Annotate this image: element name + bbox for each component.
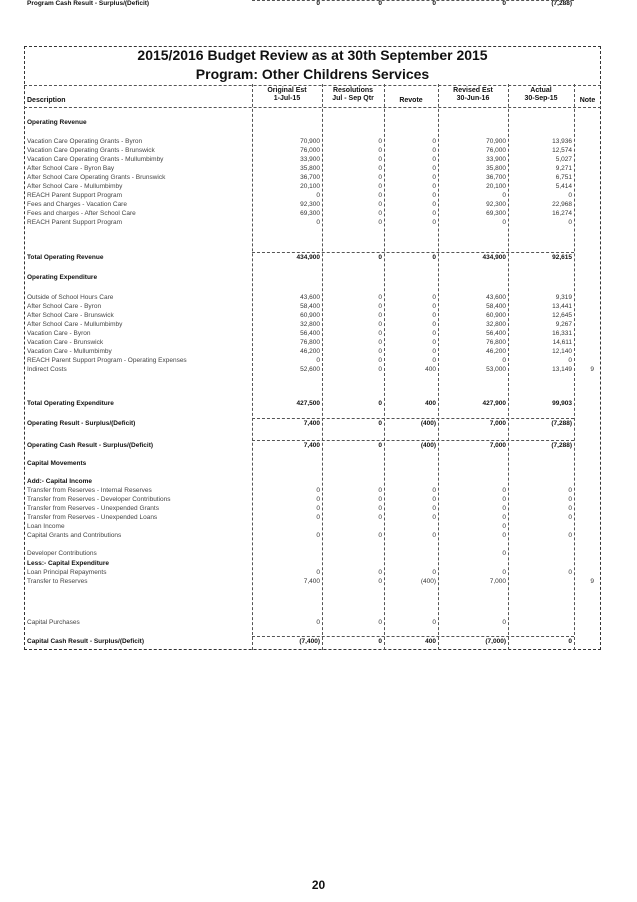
- row-value-rev: 0: [432, 619, 436, 626]
- row-description: Capital Cash Result - Surplus/(Deficit): [27, 638, 145, 645]
- row-value-rev: 0: [432, 496, 436, 503]
- row-value-orig: 92,300: [300, 201, 320, 208]
- row-value-revised: 60,900: [486, 312, 506, 319]
- row-description: Vacation Care Operating Grants - Mullumbimby: [27, 156, 164, 163]
- row-value-revised: 43,600: [486, 294, 506, 301]
- row-value-res: 0: [378, 312, 382, 319]
- row-value-actual: 14,611: [552, 339, 572, 346]
- row-description: Indirect Costs: [27, 366, 67, 373]
- row-value-orig: 76,800: [300, 339, 320, 346]
- row-value-orig: 32,800: [300, 321, 320, 328]
- row-value-rev: 0: [432, 505, 436, 512]
- row-description: After School Care - Mullumbimby: [27, 183, 123, 190]
- row-value-orig: 58,400: [300, 303, 320, 310]
- row-value-rev: 0: [432, 254, 436, 261]
- program-title: Program: Other Childrens Services: [195, 66, 430, 82]
- row-value-res: 0: [378, 532, 382, 539]
- row-value-actual: 0: [568, 487, 572, 494]
- row-description: REACH Parent Support Program - Operating Expenses: [27, 357, 187, 364]
- row-value-res: 0: [378, 254, 382, 261]
- row-value-revised: 0: [502, 357, 506, 364]
- row-value-res: 0: [378, 156, 382, 163]
- row-value-revised: 0: [502, 487, 506, 494]
- row-value-res: 0: [378, 0, 382, 7]
- row-value-res: 0: [378, 496, 382, 503]
- row-value-actual: 16,274: [552, 210, 572, 217]
- row-description: Transfer to Reserves: [27, 578, 88, 585]
- row-description: Loan Principal Repayments: [27, 569, 107, 576]
- row-value-orig: 52,600: [300, 366, 320, 373]
- header-original: Original Est 1-Jul-15: [267, 87, 307, 102]
- row-value-revised: 0: [502, 523, 506, 530]
- row-description: Operating Cash Result - Surplus/(Deficit): [27, 442, 154, 449]
- row-value-rev: (400): [420, 578, 436, 585]
- column-divider: [508, 84, 509, 650]
- row-value-res: 0: [378, 183, 382, 190]
- row-value-orig: (7,400): [299, 638, 320, 645]
- row-value-rev: 0: [432, 303, 436, 310]
- row-value-revised: (7,000): [485, 638, 506, 645]
- row-value-orig: 0: [316, 496, 320, 503]
- row-description: REACH Parent Support Program: [27, 192, 123, 199]
- row-value-revised: 33,900: [486, 156, 506, 163]
- row-value-rev: 0: [432, 156, 436, 163]
- row-value-actual: 0: [568, 192, 572, 199]
- row-value-revised: 69,300: [486, 210, 506, 217]
- header-revote: Revote: [399, 97, 423, 104]
- row-value-res: 0: [378, 219, 382, 226]
- row-value-actual: 5,027: [555, 156, 572, 163]
- row-value-rev: 0: [432, 569, 436, 576]
- row-value-res: 0: [378, 138, 382, 145]
- row-value-actual: 92,615: [552, 254, 572, 261]
- row-value-revised: 0: [502, 496, 506, 503]
- row-value-orig: 0: [316, 569, 320, 576]
- row-value-res: 0: [378, 357, 382, 364]
- column-divider: [384, 84, 385, 650]
- header-note: Note: [579, 97, 596, 104]
- row-value-orig: 0: [316, 192, 320, 199]
- row-value-actual: (7,288): [551, 0, 572, 7]
- column-divider: [438, 84, 439, 650]
- row-value-orig: 46,200: [300, 348, 320, 355]
- header-description: Description: [27, 97, 66, 104]
- row-value-res: 0: [378, 578, 382, 585]
- header-revised: Revised Est 30-Jun-16: [453, 87, 493, 102]
- row-value-actual: 22,968: [552, 201, 572, 208]
- row-value-res: 0: [378, 420, 382, 427]
- row-value-revised: 56,400: [486, 330, 506, 337]
- row-value-actual: 0: [568, 532, 572, 539]
- total-rule: [252, 636, 574, 637]
- row-value-res: 0: [378, 487, 382, 494]
- row-value-rev: 0: [432, 330, 436, 337]
- row-value-res: 0: [378, 201, 382, 208]
- column-divider: [322, 84, 323, 650]
- row-value-orig: 7,400: [303, 442, 320, 449]
- row-description: Transfer from Reserves - Internal Reserves: [27, 487, 152, 494]
- row-description: REACH Parent Support Program: [27, 219, 123, 226]
- row-value-revised: 0: [502, 514, 506, 521]
- row-value-actual: 12,574: [552, 147, 572, 154]
- row-value-res: 0: [378, 210, 382, 217]
- row-value-actual: 0: [568, 357, 572, 364]
- row-value-rev: 0: [432, 165, 436, 172]
- row-value-actual: 12,645: [552, 312, 572, 319]
- row-description: Capital Movements: [27, 460, 87, 467]
- row-description: Outside of School Hours Care: [27, 294, 114, 301]
- row-value-res: 0: [378, 400, 382, 407]
- row-value-revised: 20,100: [486, 183, 506, 190]
- row-value-orig: 7,400: [303, 420, 320, 427]
- row-value-res: 0: [378, 165, 382, 172]
- row-value-rev: 0: [432, 201, 436, 208]
- row-value-orig: 0: [316, 487, 320, 494]
- row-value-actual: 16,331: [552, 330, 572, 337]
- row-description: Transfer from Reserves - Unexpended Grants: [27, 505, 159, 512]
- row-value-revised: 0: [502, 619, 506, 626]
- row-value-orig: 70,900: [300, 138, 320, 145]
- row-value-revised: 7,000: [489, 442, 506, 449]
- row-value-revised: 0: [502, 505, 506, 512]
- row-value-actual: 0: [568, 496, 572, 503]
- row-value-rev: 0: [432, 321, 436, 328]
- row-description: Fees and charges - After School Care: [27, 210, 136, 217]
- row-value-res: 0: [378, 505, 382, 512]
- row-value-orig: 0: [316, 532, 320, 539]
- row-value-actual: (7,288): [551, 420, 572, 427]
- row-value-rev: 0: [432, 0, 436, 7]
- row-value-revised: 434,900: [482, 254, 506, 261]
- row-description: Vacation Care Operating Grants - Brunswick: [27, 147, 155, 154]
- row-value-orig: 0: [316, 0, 320, 7]
- row-value-revised: 46,200: [486, 348, 506, 355]
- row-value-rev: 0: [432, 348, 436, 355]
- row-value-actual: 9,267: [555, 321, 572, 328]
- row-value-revised: 0: [502, 550, 506, 557]
- row-value-rev: 0: [432, 532, 436, 539]
- row-value-revised: 70,900: [486, 138, 506, 145]
- row-description: After School Care - Mullumbimby: [27, 321, 123, 328]
- row-value-revised: 0: [502, 219, 506, 226]
- row-description: Vacation Care - Brunswick: [27, 339, 104, 346]
- row-value-revised: 92,300: [486, 201, 506, 208]
- row-value-revised: 53,000: [486, 366, 506, 373]
- row-value-actual: 13,441: [552, 303, 572, 310]
- row-value-note: 9: [590, 578, 594, 585]
- row-value-actual: 13,936: [552, 138, 572, 145]
- row-description: After School Care - Byron: [27, 303, 102, 310]
- header-actual: Actual 30-Sep-15: [524, 87, 558, 102]
- row-value-actual: 0: [568, 219, 572, 226]
- row-description: Transfer from Reserves - Developer Contributions: [27, 496, 171, 503]
- row-value-orig: 0: [316, 357, 320, 364]
- row-description: Transfer from Reserves - Unexpended Loans: [27, 514, 158, 521]
- row-value-actual: 12,140: [552, 348, 572, 355]
- header-divider: [24, 85, 601, 86]
- row-value-orig: 0: [316, 505, 320, 512]
- row-value-rev: (400): [420, 420, 436, 427]
- row-value-res: 0: [378, 514, 382, 521]
- row-value-revised: 0: [502, 569, 506, 576]
- row-value-note: 9: [590, 366, 594, 373]
- row-value-res: 0: [378, 348, 382, 355]
- row-value-orig: 35,800: [300, 165, 320, 172]
- row-value-res: 0: [378, 638, 382, 645]
- row-value-revised: 427,900: [482, 400, 506, 407]
- total-rule: [252, 252, 574, 253]
- row-description: Developer Contributions: [27, 550, 97, 557]
- row-value-res: 0: [378, 303, 382, 310]
- row-description: Capital Purchases: [27, 619, 80, 626]
- row-value-revised: 0: [502, 0, 506, 7]
- row-value-orig: 0: [316, 219, 320, 226]
- row-description: Operating Expenditure: [27, 274, 98, 281]
- row-value-actual: (7,288): [551, 442, 572, 449]
- header-resolutions: Resolutions Jul - Sep Qtr: [332, 87, 374, 102]
- row-description: After School Care - Brunswick: [27, 312, 114, 319]
- row-value-rev: 0: [432, 294, 436, 301]
- row-value-rev: 0: [432, 219, 436, 226]
- page-title: 2015/2016 Budget Review as at 30th September 2015: [137, 47, 488, 63]
- row-value-actual: 9,271: [555, 165, 572, 172]
- row-value-orig: 60,900: [300, 312, 320, 319]
- row-value-revised: 7,000: [489, 420, 506, 427]
- row-value-rev: 0: [432, 210, 436, 217]
- row-value-res: 0: [378, 569, 382, 576]
- row-value-revised: 32,800: [486, 321, 506, 328]
- row-value-orig: 43,600: [300, 294, 320, 301]
- row-description: Loan Income: [27, 523, 65, 530]
- row-value-actual: 0: [568, 514, 572, 521]
- row-description: Total Operating Expenditure: [27, 400, 114, 407]
- row-value-actual: 5,414: [555, 183, 572, 190]
- row-description: Capital Grants and Contributions: [27, 532, 122, 539]
- row-description: Total Operating Revenue: [27, 254, 104, 261]
- row-value-actual: 9,319: [555, 294, 572, 301]
- row-value-revised: 76,000: [486, 147, 506, 154]
- row-value-rev: 0: [432, 357, 436, 364]
- row-value-actual: 99,903: [552, 400, 572, 407]
- row-value-res: 0: [378, 366, 382, 373]
- row-description: After School Care Operating Grants - Brunswick: [27, 174, 166, 181]
- total-rule: [252, 418, 574, 419]
- row-value-orig: 33,900: [300, 156, 320, 163]
- row-value-res: 0: [378, 294, 382, 301]
- row-value-actual: 13,149: [552, 366, 572, 373]
- row-description: Vacation Care Operating Grants - Byron: [27, 138, 143, 145]
- row-value-orig: 427,500: [296, 400, 320, 407]
- row-description: Fees and Charges - Vacation Care: [27, 201, 127, 208]
- row-value-actual: 0: [568, 505, 572, 512]
- row-description: Vacation Care - Mullumbimby: [27, 348, 112, 355]
- row-value-orig: 434,900: [296, 254, 320, 261]
- row-value-revised: 58,400: [486, 303, 506, 310]
- row-value-rev: 0: [432, 138, 436, 145]
- row-value-actual: 0: [568, 569, 572, 576]
- column-divider: [574, 84, 575, 650]
- row-description: Operating Revenue: [27, 119, 87, 126]
- total-rule: [252, 440, 574, 441]
- row-value-rev: 0: [432, 487, 436, 494]
- row-description: Operating Result - Surplus/(Deficit): [27, 420, 136, 427]
- row-value-actual: 0: [568, 638, 572, 645]
- row-value-revised: 0: [502, 532, 506, 539]
- row-value-orig: 7,400: [303, 578, 320, 585]
- row-value-orig: 36,700: [300, 174, 320, 181]
- row-value-rev: 400: [425, 366, 436, 373]
- row-description: Program Cash Result - Surplus/(Deficit): [27, 0, 150, 7]
- row-value-actual: 6,751: [555, 174, 572, 181]
- row-value-revised: 0: [502, 192, 506, 199]
- page-number: 20: [311, 878, 326, 892]
- row-description: Less:- Capital Expenditure: [27, 560, 109, 567]
- row-value-orig: 56,400: [300, 330, 320, 337]
- row-value-revised: 76,800: [486, 339, 506, 346]
- row-value-rev: 0: [432, 147, 436, 154]
- row-value-res: 0: [378, 321, 382, 328]
- row-value-rev: 0: [432, 192, 436, 199]
- row-value-orig: 76,000: [300, 147, 320, 154]
- row-value-revised: 35,800: [486, 165, 506, 172]
- row-description: Add:- Capital Income: [27, 478, 93, 485]
- row-value-res: 0: [378, 619, 382, 626]
- row-value-orig: 20,100: [300, 183, 320, 190]
- row-value-revised: 7,000: [489, 578, 506, 585]
- row-value-rev: 400: [425, 400, 436, 407]
- row-description: After School Care - Byron Bay: [27, 165, 115, 172]
- row-value-rev: 400: [425, 638, 436, 645]
- row-value-rev: 0: [432, 183, 436, 190]
- row-value-res: 0: [378, 442, 382, 449]
- row-value-orig: 0: [316, 619, 320, 626]
- row-value-rev: 0: [432, 339, 436, 346]
- header-bottom-divider: [24, 107, 601, 108]
- row-value-res: 0: [378, 339, 382, 346]
- row-value-revised: 36,700: [486, 174, 506, 181]
- row-value-orig: 69,300: [300, 210, 320, 217]
- row-value-rev: 0: [432, 174, 436, 181]
- row-value-orig: 0: [316, 514, 320, 521]
- row-value-rev: 0: [432, 514, 436, 521]
- row-value-res: 0: [378, 147, 382, 154]
- row-value-rev: 0: [432, 312, 436, 319]
- total-rule: [252, 0, 574, 1]
- row-value-rev: (400): [420, 442, 436, 449]
- row-value-res: 0: [378, 174, 382, 181]
- row-value-res: 0: [378, 192, 382, 199]
- column-divider: [252, 84, 253, 650]
- row-value-res: 0: [378, 330, 382, 337]
- row-description: Vacation Care - Byron: [27, 330, 91, 337]
